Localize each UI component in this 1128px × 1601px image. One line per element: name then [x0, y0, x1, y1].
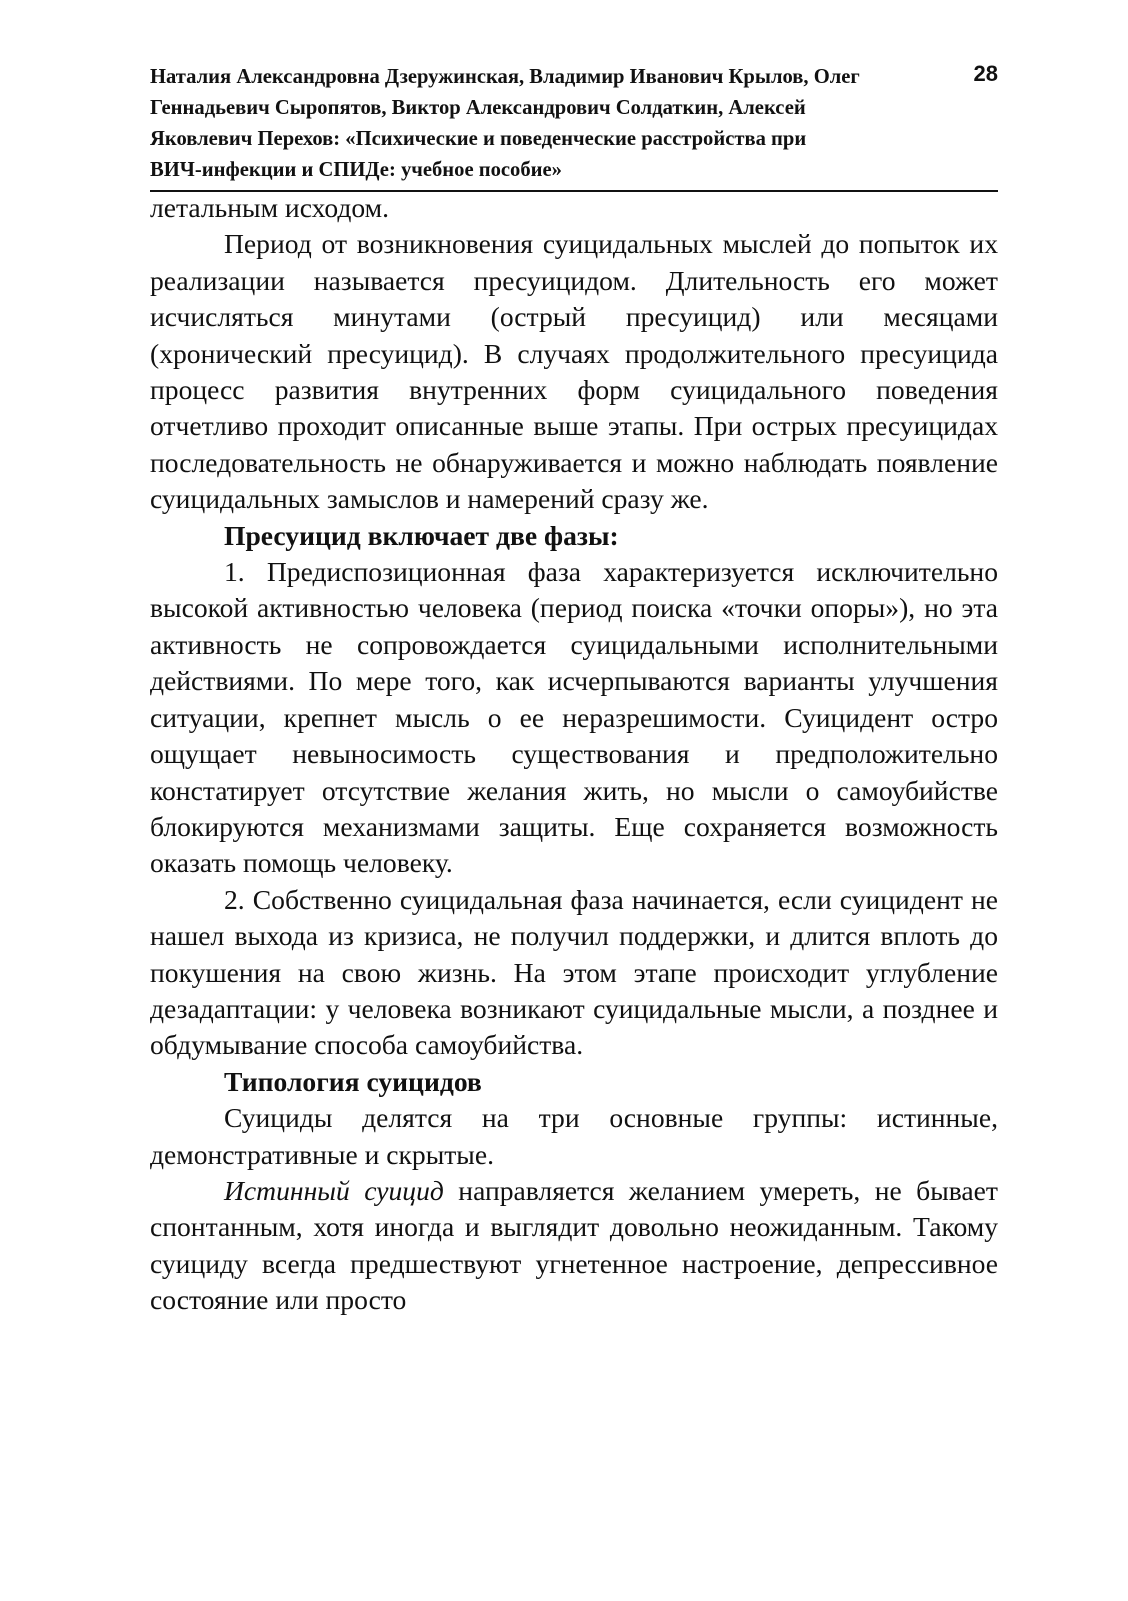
- body-text: [150, 190, 998, 1319]
- running-header: [150, 62, 998, 192]
- subheading-presuicide-phases: Пресуицид включает две фазы:: [224, 519, 619, 551]
- document-page: [150, 62, 998, 1319]
- paragraph-true-suicide: [150, 1173, 998, 1319]
- header-line: Геннадьевич Сыропятов, Виктор Александрович Солдаткин, Алексей: [150, 97, 806, 119]
- paragraph-phase-two: 2. Собственно суицидальная фаза начинается, если суицидент не нашел выхода из кризиса, не получил поддержки, и длится вплоть до покушения на свою жизнь. На этом этапе происходит углубление дезадаптации: у человека возникают суицидальные мысли, а позднее и обдумывание способа самоубийства.: [150, 883, 998, 1061]
- header-line: Наталия Александровна Дзеружинская, Владимир Иванович Крылов, Олег: [150, 66, 860, 88]
- paragraph-presuicide-definition: Период от возникновения суицидальных мыслей до попыток их реализации называется пресуицидом. Длительность его может исчисляться минутами (острый пресуицид) или месяцами (хронический пресуицид). В случаях продолжительного пресуицида процесс развития внутренних форм суицидального поведения отчетливо проходит описанные выше этапы. При острых пресуицидах последовательность не обнаруживается и можно наблюдать появление суицидальных замыслов и намерений сразу же.: [150, 228, 998, 515]
- header-line: ВИЧ-инфекции и СПИДе: учебное пособие»: [150, 159, 562, 181]
- page-number: 28: [973, 61, 998, 86]
- term-true-suicide: Истинный суицид: [224, 1174, 444, 1206]
- subheading-suicide-typology: Типология суицидов: [224, 1065, 482, 1097]
- paragraph-true-suicide-text: направляется желанием умереть, не бывает спонтанным, хотя иногда и выглядит довольно неожиданным. Такому суициду всегда предшествуют угнетенное настроение, депрессивное состояние или просто: [150, 1174, 998, 1316]
- paragraph-continuation: летальным исходом.: [150, 192, 389, 223]
- paragraph-phase-one: 1. Предиспозиционная фаза характеризуется исключительно высокой активностью человека (период поиска «точки опоры»), но эта активность не сопровождается суицидальными исполнительными действиями. По мере того, как исчерпываются варианты улучшения ситуации, крепнет мысль о ее неразрешимости. Суицидент остро ощущает невыносимость существования и предположительно констатирует отсутствие желания жить, но мысли о самоубийстве блокируются механизмами защиты. Еще сохраняется возможность оказать помощь человеку.: [150, 556, 998, 879]
- paragraph-suicide-groups: Суициды делятся на три основные группы: истинные, демонстративные и скрытые.: [150, 1102, 998, 1170]
- header-line: Яковлевич Перехов: «Психические и поведенческие расстройства при: [150, 128, 807, 150]
